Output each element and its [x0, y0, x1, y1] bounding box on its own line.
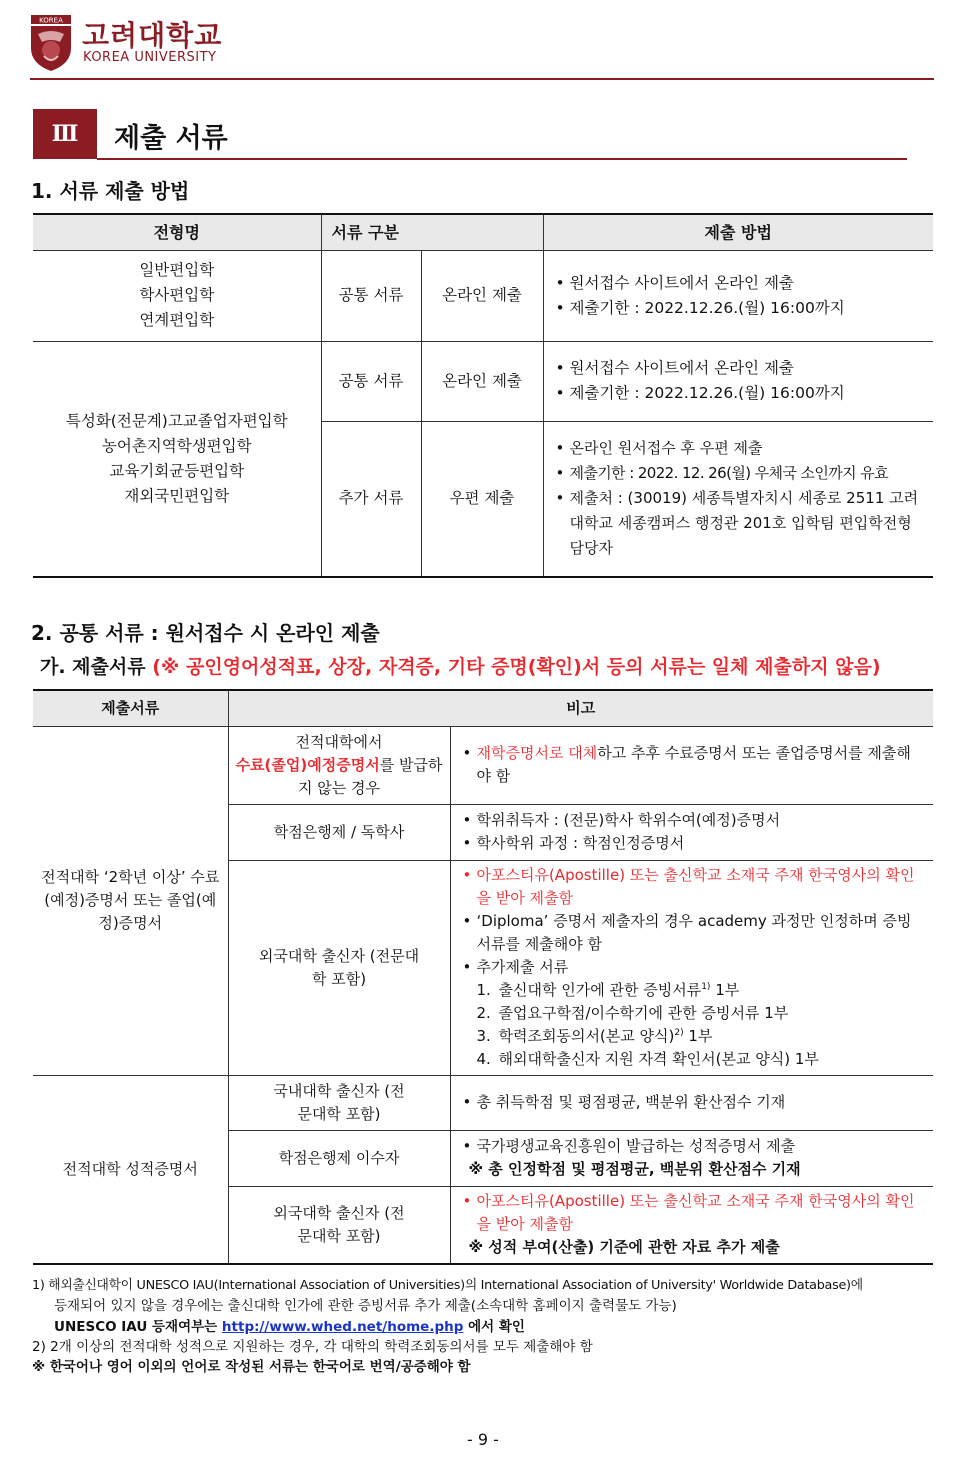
type-name: 재외국민편입학 [124, 486, 230, 505]
list-item: • 학사학위 과정 : 학점인정증명서 [463, 832, 926, 855]
channel-cell: 온라인 제출 [421, 341, 543, 421]
condition-cell: 학점은행제 / 독학사 [228, 804, 450, 860]
table-header-row [33, 214, 933, 250]
list-item: 1. 출신대학 인가에 관한 증빙서류$^{1)}$ 1부 [476, 981, 740, 999]
note-highlight: 재학증명서로 대체 [476, 744, 598, 762]
section-title: 제출 서류 [114, 123, 228, 154]
table-row [33, 726, 933, 804]
condition-cell: 외국대학 출신자 (전문대학 포함) [228, 860, 450, 1075]
grades-doc-cell: 전적대학 성적증명서 [33, 1075, 228, 1264]
list-item: • 추가제출 서류 [463, 956, 926, 979]
subheading-prefix: 가. 제출서류 [40, 656, 153, 678]
condition-text: 를 발급하지 않는 경우 [298, 755, 443, 797]
note-remark: ※ 총 인정학점 및 평점평균, 백분위 환산점수 기재 [468, 1160, 801, 1178]
condition-text: 전적대학에서 [295, 732, 383, 751]
condition-highlight: 수료(졸업)예정증명서 [235, 755, 380, 774]
type-name: 일반편입학 [139, 261, 215, 279]
list-item: 4. 해외대학출신자 지원 자격 확인서(본교 양식) 1부 [476, 1050, 819, 1068]
type-name: 특성화(전문계)고교졸업자편입학 [65, 411, 288, 430]
footnote-1b: 등재되어 있지 않을 경우에는 출신대학 인가에 관한 증빙서류 추가 제출(소속대학 홈페이지 출력물도 가능) [54, 1298, 677, 1314]
table-header-row [33, 690, 933, 726]
table-row [33, 1075, 933, 1130]
whed-link[interactable]: http://www.whed.net/home.php [221, 1319, 464, 1335]
table-row [33, 250, 933, 341]
header-note: 비고 [228, 690, 933, 726]
footnote-2: 2) 2개 이상의 전적대학 성적으로 지원하는 경우, 각 대학의 학력조회동의서를 모두 제출해야 함 [32, 1339, 593, 1355]
method-cell [543, 421, 933, 577]
footnote-3: ※ 한국어나 영어 이외의 언어로 작성된 서류는 한국어로 번역/공증해야 함 [32, 1359, 471, 1375]
note-text: 하고 추후 수료증명서 또는 졸업증명서를 제출해야 함 [476, 744, 911, 785]
list-item: 2. 졸업요구학점/이수학기에 관한 증빙서류 1부 [476, 1004, 789, 1022]
list-item: • 온라인 원서접수 후 우편 제출 [556, 436, 926, 461]
list-item: • 제출기한 : 2022. 12. 26(월) 우체국 소인까지 유효 [556, 461, 926, 486]
channel-cell: 온라인 제출 [421, 250, 543, 341]
note-cell [450, 1075, 933, 1130]
list-item: 3. 학력조회동의서(본교 양식)$^{2)}$ 1부 [476, 1027, 713, 1045]
emblem-text: KOREA [39, 16, 63, 25]
method-cell [543, 341, 933, 421]
header-doc-kind: 서류 구분 [321, 214, 543, 250]
condition-cell: 국내대학 출신자 (전문대학 포함) [228, 1075, 450, 1130]
note-remark: ※ 성적 부여(산출) 기준에 관한 자료 추가 제출 [468, 1238, 780, 1257]
part2-subheading [40, 652, 881, 679]
list-item: • 아포스티유(Apostille) 또는 출신학교 소재국 주재 한국영사의 확인을 받아 제출함 [463, 864, 926, 910]
list-item: • 학위취득자 : (전문)학사 학위수여(예정)증명서 [463, 809, 926, 832]
group2-types [33, 341, 321, 577]
table-row [33, 341, 933, 421]
korea-university-emblem-icon [30, 14, 72, 72]
common-documents-table [33, 689, 933, 1265]
type-name: 농어촌지역학생편입학 [101, 436, 252, 455]
list-item: • 원서접수 사이트에서 온라인 제출 [556, 356, 926, 381]
note-cell [450, 1186, 933, 1264]
footnote-1c: UNESCO IAU 등재여부는 http://www.whed.net/home.php 에서 확인 [54, 1319, 525, 1335]
note-cell [450, 726, 933, 804]
condition-cell [228, 726, 450, 804]
subheading-note: (※ 공인영어성적표, 상장, 자격증, 기타 증명(확인)서 등의 서류는 일체 제출하지 않음) [152, 656, 881, 678]
method-cell [543, 250, 933, 341]
university-name-english: KOREA UNIVERSITY [83, 50, 217, 65]
header-doc: 제출서류 [33, 690, 228, 726]
page-number: - 9 - [467, 1430, 499, 1449]
section-underline [97, 158, 907, 160]
list-item: • 제출처 : (30019) 세종특별자치시 세종로 2511 고려대학교 세종캠퍼스 행정관 201호 입학팀 편입학전형 담당자 [556, 486, 926, 561]
submission-method-table [33, 213, 933, 578]
section-number-badge: Ⅲ [33, 109, 97, 159]
note-cell [450, 860, 933, 1075]
type-name: 학사편입학 [139, 286, 215, 304]
list-item: • 제출기한 : 2022.12.26.(월) 16:00까지 [556, 296, 926, 321]
list-item: • 아포스티유(Apostille) 또는 출신학교 소재국 주재 한국영사의 확인을 받아 제출함 [463, 1190, 926, 1236]
list-item: • 제출기한 : 2022.12.26.(월) 16:00까지 [556, 381, 926, 406]
condition-cell: 학점은행제 이수자 [228, 1130, 450, 1186]
part1-heading: 1. 서류 제출 방법 [31, 179, 190, 203]
doc-kind-cell: 공통 서류 [321, 250, 421, 341]
page-header [30, 12, 934, 80]
list-item [463, 742, 926, 788]
header-type: 전형명 [33, 214, 321, 250]
condition-cell: 외국대학 출신자 (전문대학 포함) [228, 1186, 450, 1264]
list-item: • 국가평생교육진흥원이 발급하는 성적증명서 제출 [463, 1135, 926, 1158]
list-item: • 총 취득학점 및 평점평균, 백분위 환산점수 기재 [463, 1091, 926, 1114]
list-item: • ‘Diploma’ 증명서 제출자의 경우 academy 과정만 인정하며 증빙서류를 제출해야 함 [463, 910, 926, 956]
part2-heading: 2. 공통 서류 : 원서접수 시 온라인 제출 [31, 621, 380, 645]
university-name-korean: 고려대학교 [82, 19, 223, 52]
doc-kind-cell: 추가 서류 [321, 421, 421, 577]
note-cell [450, 804, 933, 860]
cert-doc-cell: 전적대학 ‘2학년 이상’ 수료(예정)증명서 또는 졸업(예정)증명서 [33, 726, 228, 1075]
doc-kind-cell: 공통 서류 [321, 341, 421, 421]
channel-cell: 우편 제출 [421, 421, 543, 577]
group1-types [33, 250, 321, 341]
type-name: 교육기회균등편입학 [109, 461, 245, 480]
list-item: • 원서접수 사이트에서 온라인 제출 [556, 271, 926, 296]
type-name: 연계편입학 [139, 311, 215, 329]
footnote-1a: 1) 해외출신대학이 UNESCO IAU(International Association of Universities)의 International Association of University' Worldwide Database)에 [32, 1278, 863, 1293]
note-cell [450, 1130, 933, 1186]
header-method: 제출 방법 [543, 214, 933, 250]
